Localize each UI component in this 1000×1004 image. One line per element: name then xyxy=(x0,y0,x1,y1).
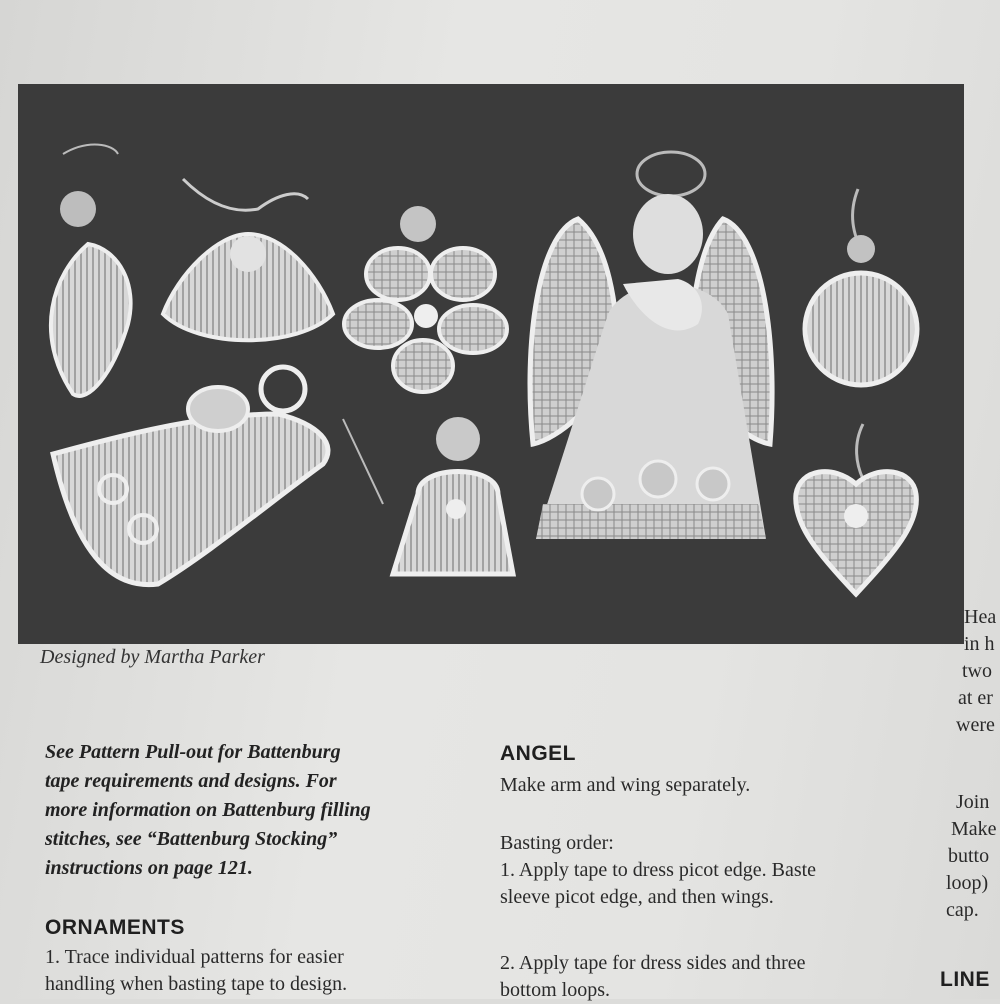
basting-order-label: Basting order: xyxy=(500,832,614,854)
ornaments-text xyxy=(45,944,485,998)
right-column-line: Make xyxy=(951,818,997,840)
intro-note xyxy=(45,738,485,883)
intro-line: See Pattern Pull-out for Battenburg xyxy=(45,741,341,763)
right-column-line: loop) xyxy=(946,872,989,894)
ornaments-line: 1. Trace individual patterns for easier xyxy=(45,946,344,968)
intro-line: tape requirements and designs. For xyxy=(45,770,337,792)
flower-ornament xyxy=(344,206,507,392)
large-angel-figure xyxy=(530,152,772,539)
flying-angel-ornament xyxy=(53,367,383,585)
angel-intro: Make arm and wing separately. xyxy=(500,774,751,796)
lace-ornaments-illustration xyxy=(18,84,964,644)
intro-line: instructions on page 121. xyxy=(45,857,253,879)
right-column-line: at er xyxy=(958,687,993,709)
heart-ornament xyxy=(796,424,917,594)
leaf-ornament xyxy=(51,145,131,396)
ornament-photo xyxy=(18,84,964,644)
photo-caption: Designed by Martha Parker xyxy=(40,646,265,668)
right-column-line: butto xyxy=(948,845,990,867)
ornaments-heading: ORNAMENTS xyxy=(45,916,185,939)
right-column-line: cap. xyxy=(946,899,979,921)
right-column-line: in h xyxy=(964,633,995,655)
right-column-line: two xyxy=(962,660,992,682)
linens-heading: LINE xyxy=(940,968,990,991)
right-column-block-2 xyxy=(946,789,997,924)
angel-step-2 xyxy=(500,950,930,1004)
step-line: 1. Apply tape to dress picot edge. Baste xyxy=(500,859,817,881)
intro-line: more information on Battenburg filling xyxy=(45,799,371,821)
right-column-line: were xyxy=(956,714,995,736)
step-line: sleeve picot edge, and then wings. xyxy=(500,886,774,908)
right-column-line: Hea xyxy=(964,606,997,628)
step-line: bottom loops. xyxy=(500,979,611,1001)
ornaments-line: handling when basting tape to design. xyxy=(45,973,348,995)
fan-bell-ornament xyxy=(163,179,333,340)
angel-step-1 xyxy=(500,857,930,911)
round-ornament xyxy=(805,189,917,385)
angel-heading: ANGEL xyxy=(500,742,576,765)
bell-ornament xyxy=(393,417,513,574)
right-column-line: Join xyxy=(956,791,990,813)
right-column-block-1 xyxy=(946,604,996,739)
step-line: 2. Apply tape for dress sides and three xyxy=(500,952,806,974)
intro-line: stitches, see “Battenburg Stocking” xyxy=(45,828,338,850)
